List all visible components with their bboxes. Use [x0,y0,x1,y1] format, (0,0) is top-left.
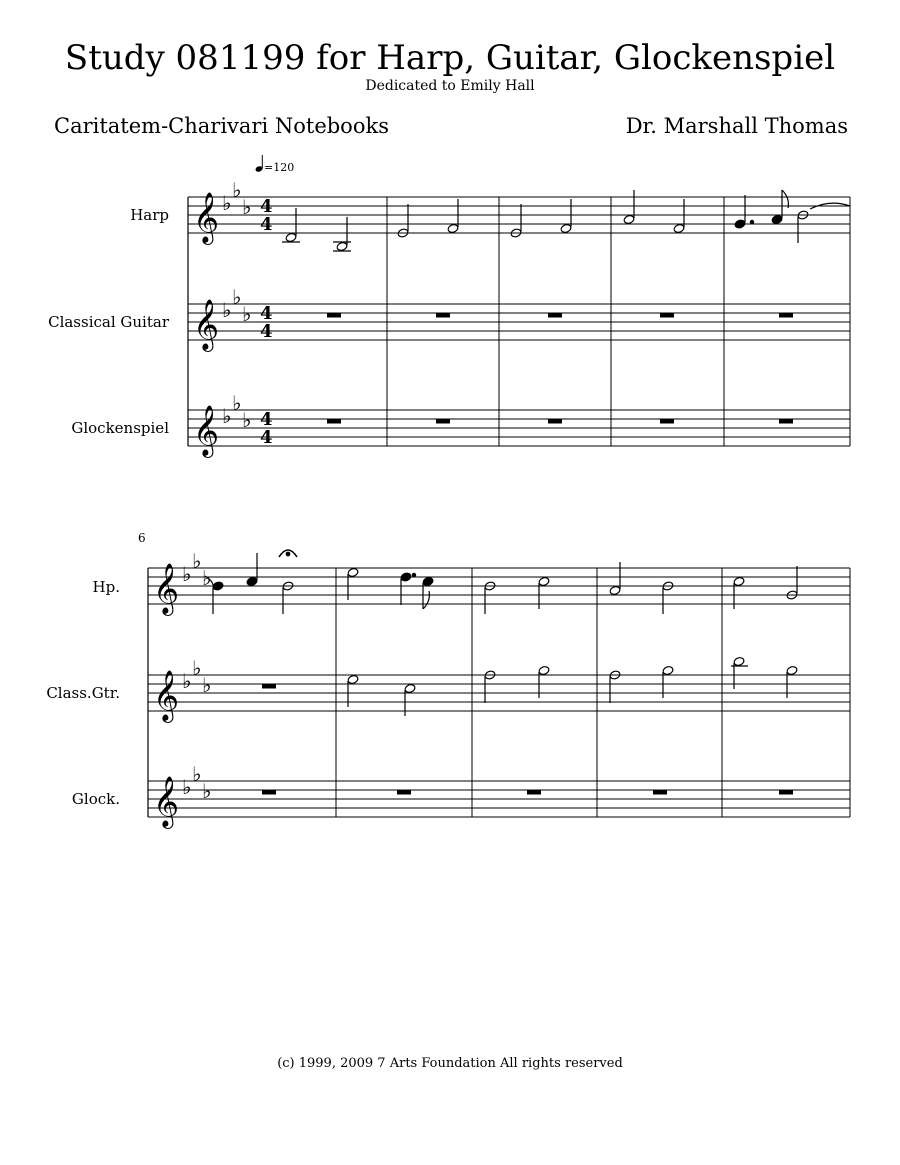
staff-label-harp: Hp. [92,578,120,596]
svg-text:♭: ♭ [202,566,212,590]
svg-text:♭: ♭ [182,775,192,799]
svg-text:♭: ♭ [232,285,242,309]
svg-text:♭: ♭ [202,779,212,803]
tempo-marking [255,155,294,174]
svg-text:♭: ♭ [232,391,242,415]
svg-text:♭: ♭ [192,762,202,786]
svg-text:♭: ♭ [192,549,202,573]
time-signature [260,196,273,448]
treble-clef-icon: 𝄞 [153,563,180,614]
svg-text:4: 4 [260,427,273,448]
svg-text:♭: ♭ [222,404,232,428]
svg-text:♭: ♭ [202,673,212,697]
staff-guitar [148,675,850,711]
staff-label-guitar: Class.Gtr. [46,684,120,702]
treble-clef-icon: 𝄞 [153,776,180,827]
svg-text:4: 4 [260,196,273,217]
staff-label-harp: Harp [130,206,169,224]
svg-text:4: 4 [260,321,273,342]
measure-number: 6 [138,531,146,545]
svg-text:♭: ♭ [242,302,252,326]
treble-clef-icon: 𝄞 [153,670,180,721]
tempo-value: =120 [264,161,295,174]
staff-label-glockenspiel: Glock. [71,790,120,808]
treble-clef-icon: 𝄞 [193,405,220,456]
collection-name: Caritatem-Charivari Notebooks [54,114,389,138]
svg-text:♭: ♭ [182,669,192,693]
svg-text:♭: ♭ [182,562,192,586]
composer-name: Dr. Marshall Thomas [625,114,848,138]
guitar-notes-m6-10 [262,656,798,716]
svg-text:♭: ♭ [222,298,232,322]
copyright-notice: (c) 1999, 2009 7 Arts Foundation All rights reserved [277,1056,623,1071]
key-signature [222,178,251,432]
svg-text:4: 4 [260,214,273,235]
svg-text:4: 4 [260,409,273,430]
treble-clef-icon: 𝄞 [193,299,220,350]
staff-harp [188,197,850,233]
whole-rests-system-1 [327,313,793,424]
staff-harp [148,568,850,604]
svg-text:♭: ♭ [192,656,202,680]
system-2 [46,531,850,829]
svg-text:♭: ♭ [232,178,242,202]
system-1 [48,178,850,458]
svg-text:♭: ♭ [222,191,232,215]
staff-guitar [188,304,850,340]
treble-clef-icon: 𝄞 [193,192,220,243]
key-signature [182,549,211,803]
score-subtitle: Dedicated to Emily Hall [365,78,535,94]
whole-rests-system-2 [262,790,793,795]
svg-text:♭: ♭ [242,408,252,432]
staff-glockenspiel [188,410,850,446]
score-title: Study 081199 for Harp, Guitar, Glockenspiel [64,38,836,78]
staff-glockenspiel [148,781,850,817]
staff-label-glockenspiel: Glockenspiel [71,419,169,437]
svg-text:♭: ♭ [242,195,252,219]
svg-text:4: 4 [260,303,273,324]
harp-notes-m1-5 [282,190,850,252]
staff-label-guitar: Classical Guitar [48,313,169,331]
